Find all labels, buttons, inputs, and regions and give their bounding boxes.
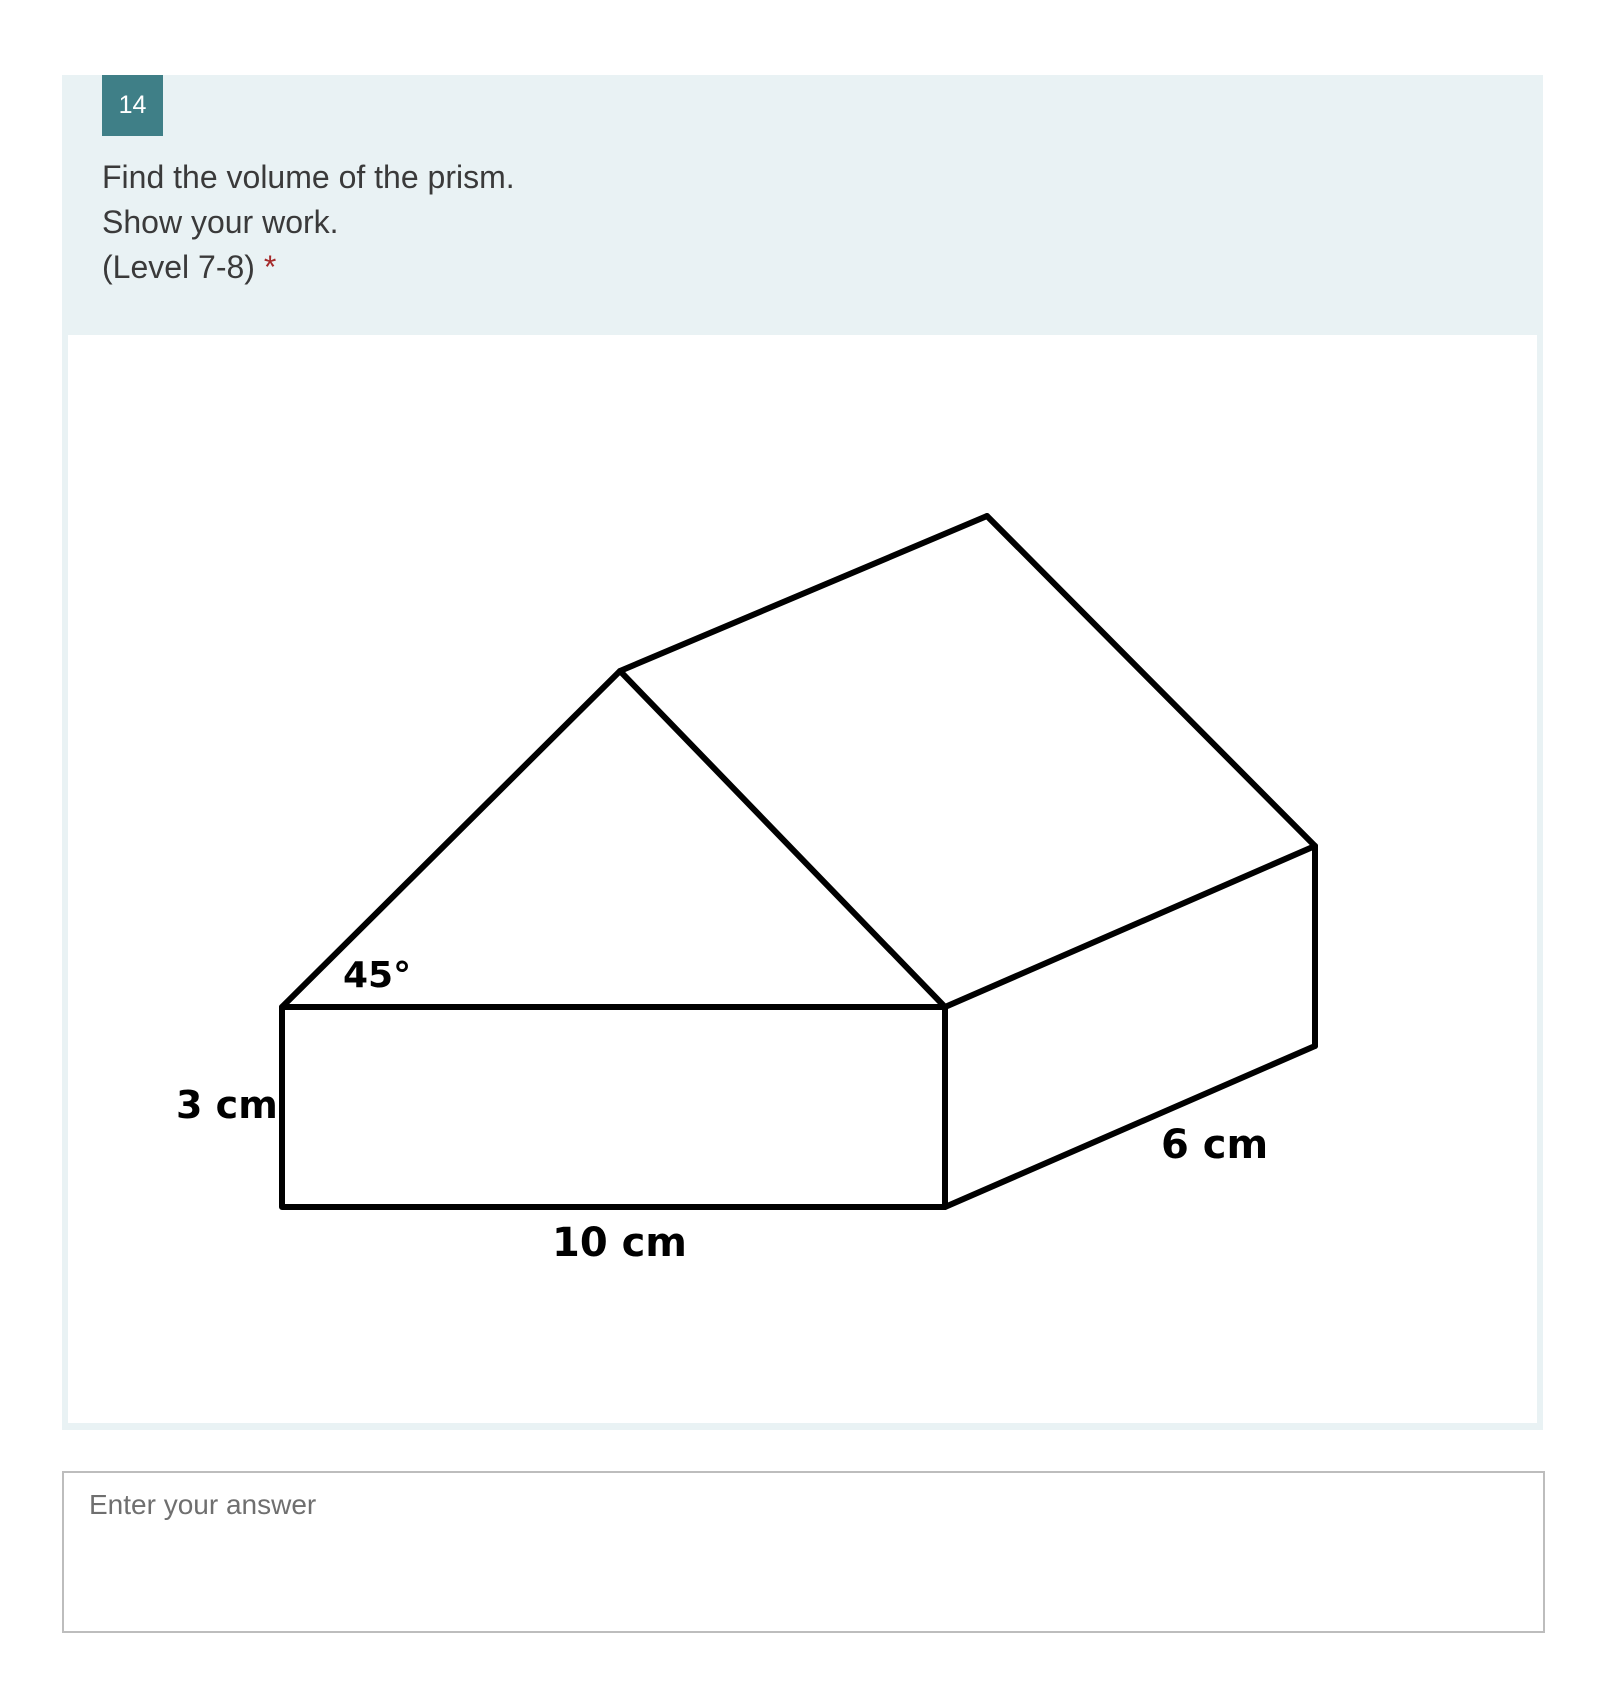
depth-label: 6 cm bbox=[1161, 1122, 1269, 1168]
front-rectangle-face bbox=[282, 1007, 945, 1207]
prompt-line-2: Show your work. bbox=[102, 204, 339, 240]
prompt-level-text: (Level 7-8) bbox=[102, 249, 255, 285]
prompt-line-1: Find the volume of the prism. bbox=[102, 159, 515, 195]
roof-eave-edge bbox=[945, 846, 1315, 1007]
height-label: 3 cm bbox=[176, 1083, 278, 1127]
prompt-line-3 bbox=[102, 245, 515, 290]
prism-figure bbox=[68, 335, 1537, 1423]
answer-box bbox=[62, 1471, 1545, 1633]
roof-ridge-edge bbox=[620, 516, 987, 671]
required-marker: * bbox=[263, 249, 277, 285]
width-label: 10 cm bbox=[552, 1220, 687, 1266]
prism-diagram bbox=[68, 335, 1537, 1423]
question-card bbox=[62, 75, 1543, 1430]
roof-back-slope-edge bbox=[987, 516, 1315, 846]
question-number-badge: 14 bbox=[102, 75, 163, 136]
angle-label: 45° bbox=[343, 955, 412, 996]
question-prompt bbox=[102, 155, 515, 290]
answer-input[interactable] bbox=[64, 1473, 1543, 1631]
